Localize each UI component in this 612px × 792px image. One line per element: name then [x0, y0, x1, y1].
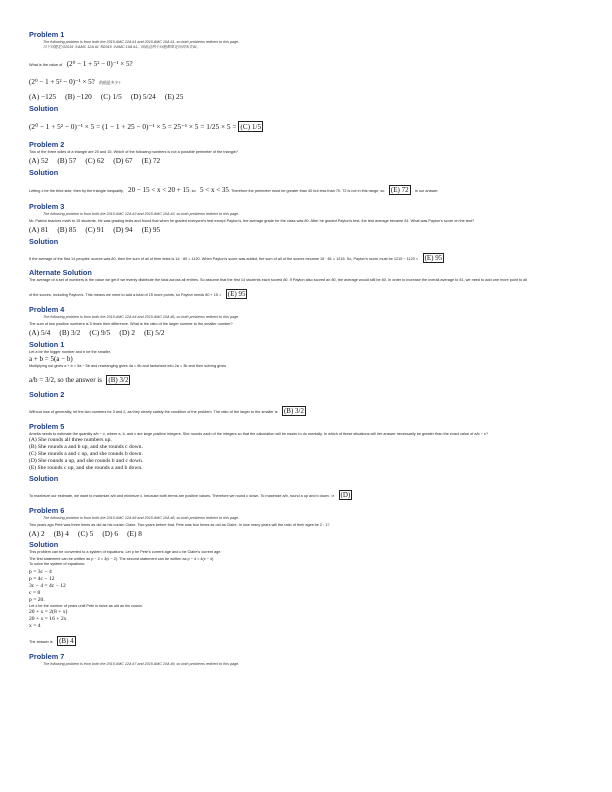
sol-text-c: . Therefore the perimeter must be greater than 40 but less than 70. 72 is not in this range, so — [228, 189, 385, 193]
answer-text: The answer is — [29, 640, 53, 644]
sol1-line-a: Let a be the bigger number and b be the smaller. — [29, 350, 111, 354]
problem-7-heading: Problem 7 — [29, 652, 65, 661]
problem-4-source-note: The following problem is from both the 2015 AMC 12A #4 and 2015 AMC 10A #6, so both problems redirect to this page. — [43, 315, 240, 319]
problem-1-question — [29, 53, 589, 71]
document-page — [29, 30, 589, 667]
problem-3-source-note: The following problem is from both the 2015 AMC 12A #3 and 2015 AMC 10A #3, so both problems redirect to this page. — [43, 212, 240, 216]
solution-expr: (2⁰ − 1 + 5² − 0)⁻¹ × 5 = (1 − 1 + 25 − 0)⁻¹ × 5 = 25⁻¹ × 5 = 1/25 × 5 = — [29, 122, 239, 131]
answer-box: (B) 4 — [59, 637, 74, 645]
problem-6-heading: Problem 6 — [29, 506, 65, 515]
answer-box: (B) 3/2 — [283, 407, 304, 415]
problem-4-heading: Problem 4 — [29, 305, 65, 314]
sol-text-a: Letting x be the third side, then by the triangle inequality, — [29, 189, 124, 193]
answer-box: (D) — [340, 491, 351, 499]
problem-4-choices: (A) 5/4 (B) 3/2 (C) 9/5 (D) 2 (E) 5/2 — [29, 328, 165, 337]
problem-5-choice-a: (A) She rounds all three numbers up. — [29, 437, 112, 443]
question-expr-line: (2⁰ − 1 + 5² − 0)⁻¹ × 5? — [29, 78, 95, 86]
problem-3-question: Mr. Patrick teaches math to 15 students. He was grading tests and found that when he graded everyone's test except Payton's, the average grade for the class was 80. After he graded Payton's test, the test average became 81. What was Payton's score on the test? — [29, 219, 475, 223]
problem-3-alt-line1: The average of a set of numbers is the value we get if we evenly distribute the total across all entries. So assume that the first 14 students each scored 80. If Payton also scored an 80, the average would still be 80. In order to increase the overall average to 81, we need to add one more point to all — [29, 278, 528, 282]
p6-eq2-1: 20 + x = 2(8 + x) — [29, 609, 68, 615]
sol-text-b: , so — [189, 189, 196, 193]
sol-text-d: is our answer. — [415, 189, 439, 193]
question-suffix: 的值是多少? — [99, 81, 121, 85]
problem-7-source-note: The following problem is from both the 2015 AMC 12A #7 and 2015 AMC 10A #9, so both problems redirect to this page. — [43, 662, 240, 666]
problem-5-solution-heading: Solution — [29, 474, 59, 483]
problem-2-choices: (A) 52 (B) 57 (C) 62 (D) 67 (E) 72 — [29, 156, 161, 165]
problem-3-solution-heading: Solution — [29, 237, 59, 246]
sol1-line-c: Multiplying out gives a + b = 5a − 5b and rearranging gives 4a = 6b and factorised into 2a = 3b and then solving gives — [29, 364, 227, 368]
p6-eq-3: 3c − 4 = 4c − 12 — [29, 583, 66, 589]
problem-2-solution — [29, 179, 589, 197]
problem-1-choices: (A) −125 (B) −120 (C) 1/5 (D) 5/24 (E) 25 — [29, 92, 184, 101]
alt-text: of the scores, including Payton's. This means we need to add a total of 15 more points, so Payton needs 80 + 15 = — [29, 293, 222, 297]
p6-eq-5: p = 20. — [29, 597, 45, 603]
problem-2-heading: Problem 2 — [29, 140, 65, 149]
p6-sol-line-1: This problem can be converted to a system of equations. Let p be Pete's current age and c be Claire's current age. — [29, 550, 222, 554]
problem-6-choices: (A) 2 (B) 4 (C) 5 (D) 6 (E) 8 — [29, 529, 142, 538]
sol-text: If the average of the first 14 peoples' scores was 80, then the sum of all of their tests is 14 · 80 = 1120. When Payton's score was added, the sum of all of the scores became 15 · 81 = 1215. So, Payton's score must be 1215 − 1120 = — [29, 257, 419, 261]
p6-sol-line-4: Let x be the number of years until Pete is twice as old as his cousin. — [29, 604, 143, 608]
problem-5-heading: Problem 5 — [29, 422, 65, 431]
problem-1-heading: Problem 1 — [29, 30, 65, 39]
question-expr: (2⁰ − 1 + 5² − 0)⁻¹ × 5? — [66, 60, 133, 68]
problem-3-alt-heading: Alternate Solution — [29, 268, 92, 277]
problem-5-solution — [29, 484, 589, 502]
p6-eq2-3: x = 4 — [29, 623, 41, 629]
sol-math-1: 20 − 15 < x < 20 + 15 — [128, 186, 190, 194]
answer-box: (B) 3/2 — [108, 376, 129, 384]
problem-4-solution-1-heading: Solution 1 — [29, 340, 65, 349]
p6-answer-line — [29, 630, 589, 648]
problem-2-solution-heading: Solution — [29, 168, 59, 177]
sol2-line — [29, 400, 589, 418]
problem-4-solution-2-heading: Solution 2 — [29, 390, 65, 399]
p6-eq2-2: 20 + x = 16 + 2x — [29, 616, 67, 622]
problem-1-source-note: The following problem is from both the 2015 AMC 12A #1 and 2015 AMC 10A #1, so both problems redirect to this page. — [43, 40, 240, 44]
answer-box: (E) 72 — [390, 186, 409, 194]
problem-3-alt-line2 — [29, 283, 589, 301]
problem-1-question-line2 — [29, 71, 589, 89]
answer-box: (C) 1/5 — [240, 122, 262, 131]
problem-2-question: Two of the three sides of a triangle are 20 and 15. Which of the following numbers is not a possible perimeter of the triangle? — [29, 150, 238, 154]
p6-sol-line-3: To solve the system of equations: — [29, 562, 86, 566]
sol1-line-b: a + b = 5(a − b) — [29, 355, 73, 363]
problem-5-choice-e: (E) She rounds c up, and she rounds a and b down. — [29, 465, 143, 471]
sol1-ratio: a/b = 3/2, so the answer is — [29, 376, 102, 384]
problem-5-choice-c: (C) She rounds a and c up, and she rounds b down. — [29, 451, 143, 457]
problem-3-solution — [29, 247, 589, 265]
p6-sol-line-2: The first statement can be written as p − 2 = 3(c − 2). The second statement can be written as p − 4 = 4(c − 4) — [29, 557, 214, 561]
problem-6-source-note: The following problem is from both the 2015 AMC 12A #6 and 2015 AMC 10A #8, so both problems redirect to this page. — [43, 516, 240, 520]
problem-6-question: Two years ago Pete was three times as old as his cousin Claire. Two years before that, Pete was four times as old as Claire. In how many years will the ratio of their ages be 2 : 1? — [29, 523, 330, 527]
sol-math-2: 5 < x < 35 — [200, 186, 229, 194]
problem-5-question: Amelia needs to estimate the quantity a/b − c, where a, b, and c are large positive integers. She rounds each of the integers so that the calculation will be easier to do mentally. In which of these situations will her answer necessarily be greater than the exact value of a/b − c? — [29, 432, 488, 436]
problem-1-solution-heading: Solution — [29, 104, 59, 113]
problem-1-solution — [29, 116, 589, 134]
problem-6-solution-heading: Solution — [29, 540, 59, 549]
sol2-text: Without loss of generality, let the two numbers be 3 and 2, as they clearly satisfy the condition of the problem. The ratio of the larger to the smaller is — [29, 410, 278, 414]
problem-3-heading: Problem 3 — [29, 202, 65, 211]
p6-eq-4: c = 8 — [29, 590, 41, 596]
sol-text: To maximize our estimate, we want to maximize a/b and minimize c, because both terms are positive values. Therefore we round c down. To maximize a/b, round a up and b down. ⇒ — [29, 494, 335, 498]
p6-eq-2: p = 4c − 12 — [29, 576, 55, 582]
answer-box: (E) 95 — [424, 254, 443, 262]
question-text: What is the value of — [29, 63, 63, 67]
problem-4-question: The sum of two positive numbers is 5 times their difference. What is the ratio of the larger number to the smaller number? — [29, 322, 233, 326]
problem-5-choice-d: (D) She rounds a up, and she rounds b and c down. — [29, 458, 144, 464]
p6-eq-1: p = 3c − 4 — [29, 569, 52, 575]
problem-1-source-note-cn: 以下问题是从2015 年AMC 12A #1 和2015 年AMC 10A #1。因此这两个问题都重定向到本页面。 — [43, 45, 200, 49]
sol1-line-d — [29, 369, 589, 387]
answer-box: (E) 95 — [227, 290, 246, 298]
problem-5-choice-b: (B) She rounds a and b up, and she rounds c down. — [29, 444, 143, 450]
problem-3-choices: (A) 81 (B) 85 (C) 91 (D) 94 (E) 95 — [29, 225, 161, 234]
